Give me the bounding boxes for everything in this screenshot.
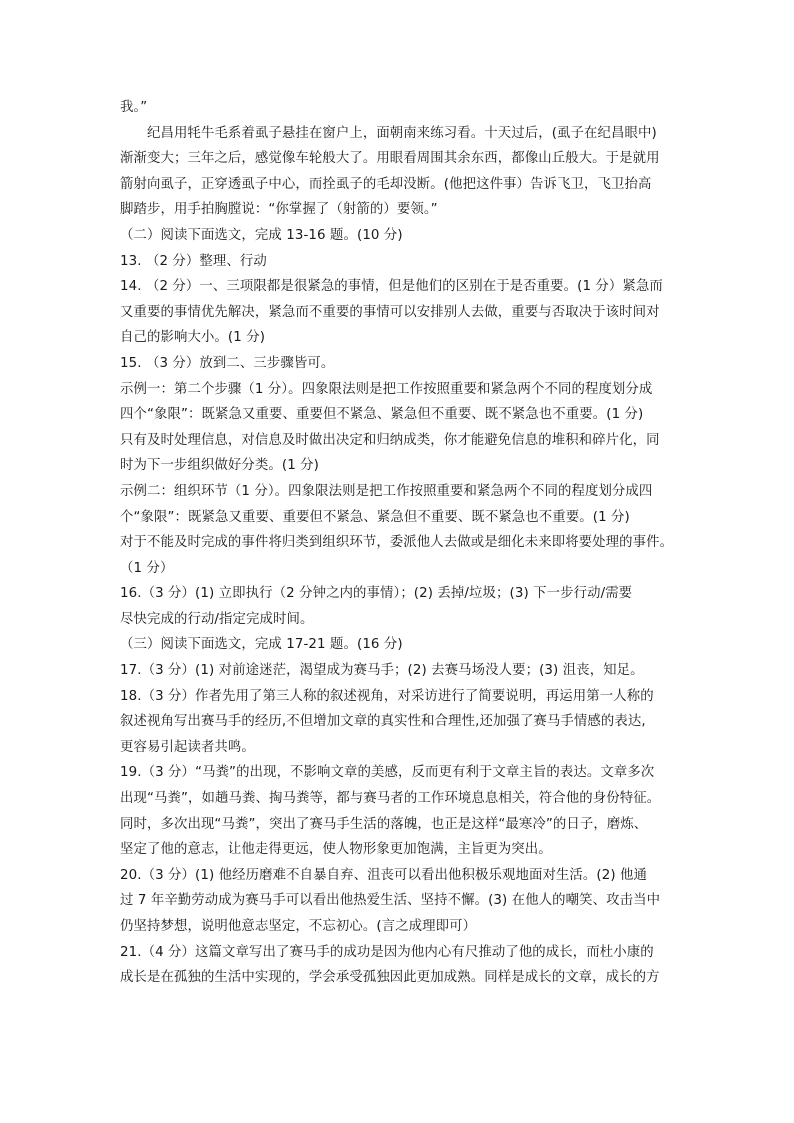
section-heading: （三）阅读下面选文，完成 17-21 题。(16 分): [120, 637, 403, 653]
answer-13: 13. （2 分）整理、行动: [120, 253, 267, 269]
text-line: 纪昌用牦牛毛系着虱子悬挂在窗户上，面朝南来练习看。十天过后，(虱子在纪昌眼中): [120, 125, 657, 141]
text-line: 尽快完成的行动/指定完成时间。: [120, 611, 314, 627]
answer-21: 21.（4 分）这篇文章写出了赛马手的成功是因为他内心有尺推动了他的成长，而杜小康的: [120, 944, 654, 960]
answer-20: 20.（3 分）(1) 他经历磨难不自暴自弃、沮丧可以看出他积极乐观地面对生活。(2) 他通: [120, 867, 648, 883]
text-line: 自己的影响大小。(1 分): [120, 330, 266, 346]
text-line: 成长是在孤独的生活中实现的，学会承受孤独因此更加成熟。同样是成长的文章，成长的方: [120, 970, 660, 986]
text-line: 对于不能及时完成的事件将归类到组织环节，委派他人去做或是细化未来即将要处理的事件。: [120, 535, 674, 551]
answer-14: 14. （2 分）一、三项限都是很紧急的事情，但是他们的区别在于是否重要。(1 分）紧急而: [120, 279, 663, 295]
text-line: 更容易引起读者共鸣。: [120, 739, 255, 755]
text-line: 坚定了他的意志，让他走得更远，使人物形象更加饱满，主旨更为突出。: [120, 842, 552, 858]
example-two: 示例二：组织环节（1 分）。四象限法则是把工作按照重要和紧急两个不同的程度划分成四: [120, 483, 653, 499]
text-line: 过 7 年辛勤劳动成为赛马手可以看出他热爱生活、坚持不懈。(3) 在他人的嘲笑、攻击当中: [120, 893, 661, 909]
text-line: 我。”: [120, 100, 148, 115]
section-heading: （二）阅读下面选文，完成 13-16 题。(10 分): [120, 227, 403, 243]
answer-18: 18.（3 分）作者先用了第三人称的叙述视角，对采访进行了简要说明，再运用第一人称的: [120, 688, 654, 704]
text-line: 四个“象限”：既紧急又重要、重要但不紧急、紧急但不重要、既不紧急也不重要。(1 分): [120, 407, 644, 423]
text-line: 渐渐变大；三年之后，感觉像车轮般大了。用眼看周围其余东西，都像山丘般大。于是就用: [120, 151, 660, 167]
text-line: 箭射向虱子，正穿透虱子中心，而拴虱子的毛却没断。(他把这件事）告诉飞卫，飞卫抬高: [120, 176, 652, 192]
text-line: 脚踏步，用手拍胸膛说：“你掌握了（射箭的）要领。”: [120, 202, 438, 218]
answer-16: 16.（3 分）(1) 立即执行（2 分钟之内的事情）；(2) 丢掉/垃圾；(3) 下一步行动/需要: [120, 586, 633, 602]
answer-19: 19.（3 分）“马粪”的出现，不影响文章的美感，反而更有利于文章主旨的表达。文章多次: [120, 765, 655, 781]
text-line: 时为下一步组织做好分类。(1 分): [120, 458, 320, 474]
text-line: 只有及时处理信息，对信息及时做出决定和归纳成类，你才能避免信息的堆积和碎片化，同: [120, 432, 660, 448]
text-line: （1 分）: [120, 560, 174, 576]
answer-text-block: [120, 95, 685, 991]
text-line: 个“象限”：既紧急又重要、重要但不紧急、紧急但不重要、既不紧急也不重要。(1 分): [120, 509, 630, 525]
text-line: 叙述视角写出赛马手的经历,不但增加文章的真实性和合理性,还加强了赛马手情感的表达,: [120, 714, 646, 730]
text-line: 出现“马粪”，如趟马粪、掏马粪等，都与赛马者的工作环境息息相关，符合他的身份特征。: [120, 791, 661, 807]
text-line: 又重要的事情优先解决，紧急而不重要的事情可以安排别人去做，重要与否取决于该时间对: [120, 304, 660, 320]
answer-15: 15. （3 分）放到二、三步骤皆可。: [120, 355, 335, 371]
text-line: 同时，多次出现“马粪”，突出了赛马手生活的落魄，也正是这样“最寒冷”的日子，磨炼、: [120, 816, 648, 832]
answer-17: 17.（3 分）(1) 对前途迷茫，渴望成为赛马手；(2) 去赛马场没人要；(3) 沮丧，知足。: [120, 663, 644, 679]
example-one: 示例一：第二个步骤（1 分）。四象限法则是把工作按照重要和紧急两个不同的程度划分成: [120, 381, 653, 397]
text-line: 仍坚持梦想，说明他意志坚定，不忘初心。(言之成理即可）: [120, 919, 477, 934]
